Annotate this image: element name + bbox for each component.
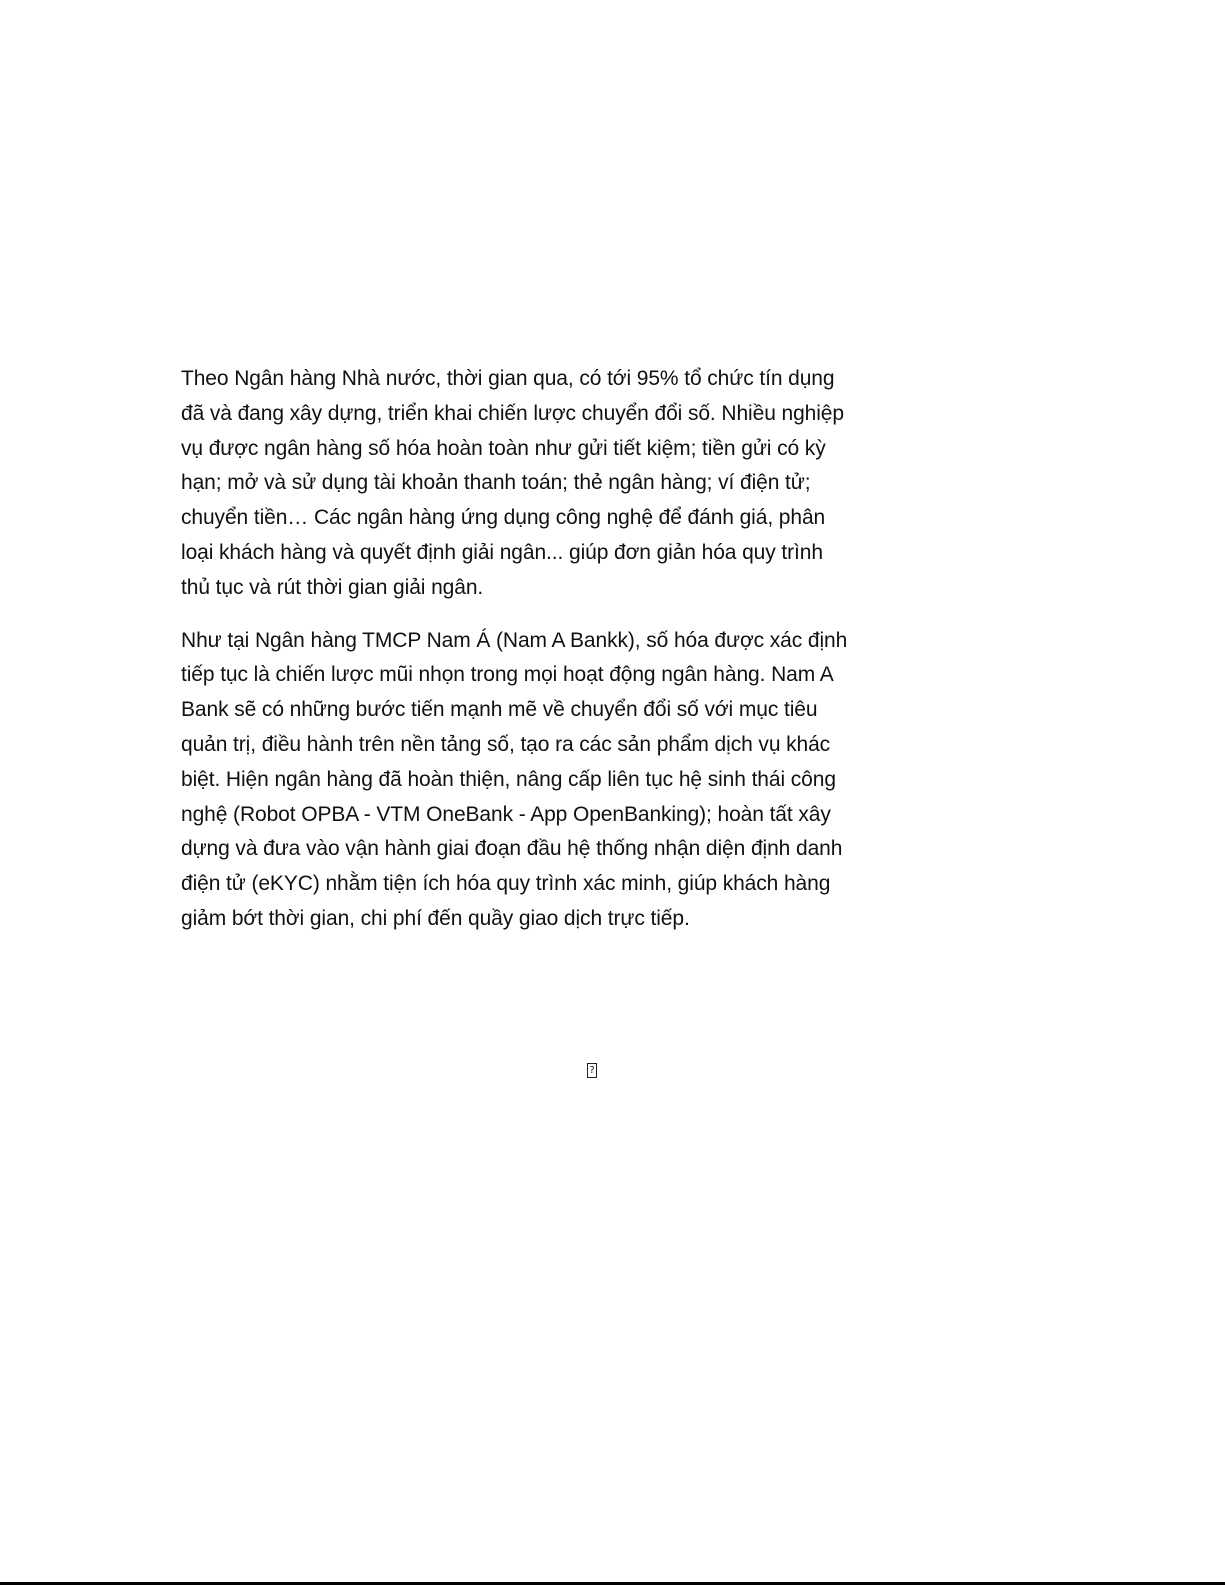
paragraph-2-line-4: quản trị, điều hành trên nền tảng số, tạo ra các sản phẩm dịch vụ khác bbox=[181, 732, 831, 756]
paragraph-2-line-5: biệt. Hiện ngân hàng đã hoàn thiện, nâng cấp liên tục hệ sinh thái công bbox=[181, 767, 836, 791]
paragraph-1-line-3: vụ được ngân hàng số hóa hoàn toàn như gửi tiết kiệm; tiền gửi có kỳ bbox=[181, 436, 826, 460]
paragraph-2-line-8: điện tử (eKYC) nhằm tiện ích hóa quy trình xác minh, giúp khách hàng bbox=[181, 872, 831, 896]
paragraph-2-line-6: nghệ (Robot OPBA - VTM OneBank - App OpenBanking); hoàn tất xây bbox=[181, 802, 831, 826]
body-text bbox=[181, 362, 911, 937]
paragraph-2-line-7: dựng và đưa vào vận hành giai đoạn đầu hệ thống nhận diện định danh bbox=[181, 837, 843, 861]
paragraph-2 bbox=[181, 624, 911, 937]
paragraph-2-line-1: Như tại Ngân hàng TMCP Nam Á (Nam A Bankk), số hóa được xác định bbox=[181, 628, 848, 652]
paragraph-2-line-2: tiếp tục là chiến lược mũi nhọn trong mọi hoạt động ngân hàng. Nam A bbox=[181, 663, 834, 687]
paragraph-1-line-2: đã và đang xây dựng, triển khai chiến lược chuyển đổi số. Nhiều nghiệp bbox=[181, 401, 844, 425]
paragraph-1-line-6: loại khách hàng và quyết định giải ngân... giúp đơn giản hóa quy trình bbox=[181, 540, 823, 564]
paragraph-1-line-1: Theo Ngân hàng Nhà nước, thời gian qua, có tới 95% tổ chức tín dụng bbox=[181, 367, 835, 390]
paragraph-2-line-3: Bank sẽ có những bước tiến mạnh mẽ về chuyển đổi số với mục tiêu bbox=[181, 698, 818, 722]
missing-glyph-box: ? bbox=[587, 1063, 597, 1078]
paragraph-2-line-9: giảm bớt thời gian, chi phí đến quầy giao dịch trực tiếp. bbox=[181, 906, 690, 930]
paragraph-1-line-5: chuyển tiền… Các ngân hàng ứng dụng công nghệ để đánh giá, phân bbox=[181, 506, 826, 530]
paragraph-1 bbox=[181, 362, 911, 606]
paragraph-1-line-7: thủ tục và rút thời gian giải ngân. bbox=[181, 575, 484, 599]
paragraph-1-line-4: hạn; mở và sử dụng tài khoản thanh toán; thẻ ngân hàng; ví điện tử; bbox=[181, 471, 811, 495]
